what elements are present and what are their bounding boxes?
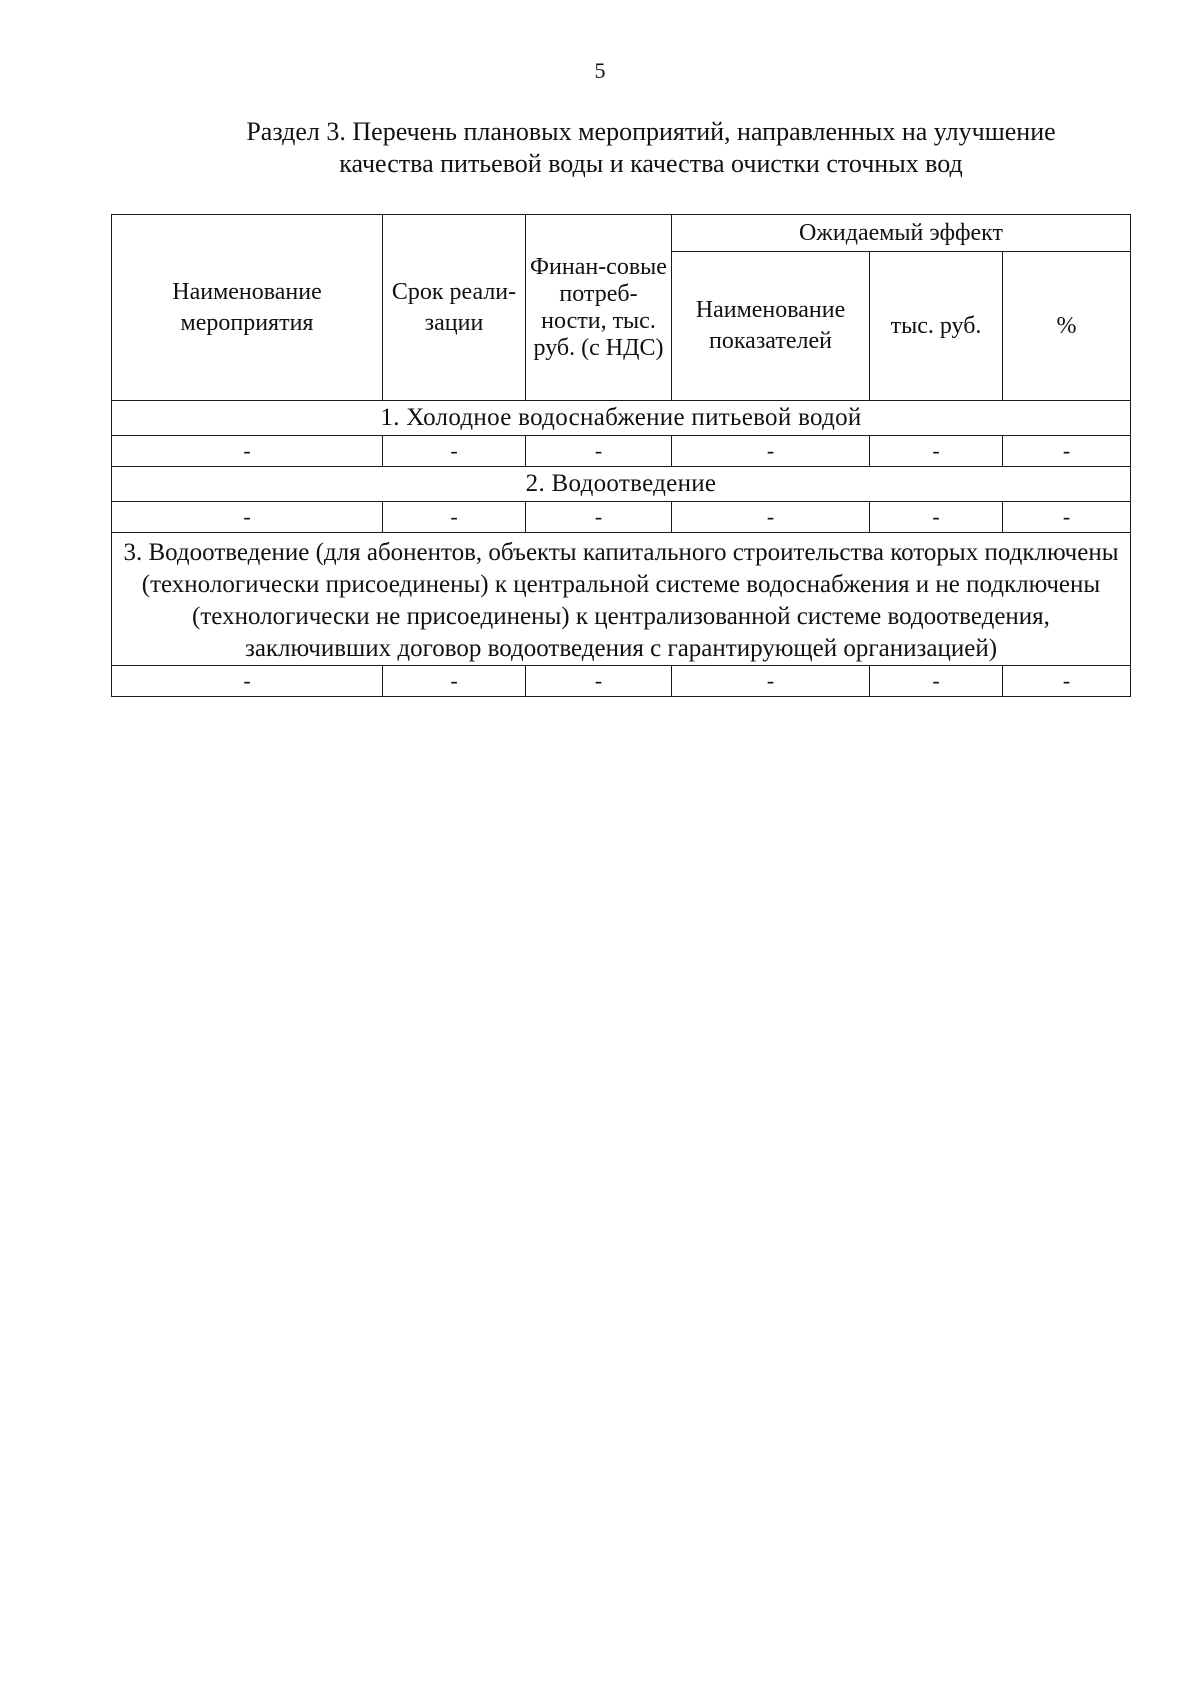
section-title-line-1: Раздел 3. Перечень плановых мероприятий, направленных на улучшение [246,117,1056,146]
cell-thousand-rub: - [870,666,1003,697]
cell-indicators: - [672,502,870,533]
cell-event-name: - [112,666,383,697]
cell-percent: - [1003,666,1131,697]
table-row [112,436,1131,467]
cell-thousand-rub: - [870,436,1003,467]
cell-percent: - [1003,436,1131,467]
cell-event-name: - [112,502,383,533]
header-thousand-rub: тыс. руб. [870,252,1003,401]
section-subscribers-wastewater-title: 3. Водоотведение (для абонентов, объекты капитального строительства которых подключены (технологически присоединены) к центральной системе водоснабжения и не подключены (технологически не присоединены) к централизованной системе водоотведения, заключивших договор водоотведения с гарантирующей организацией) [112,533,1131,666]
cell-finance: - [526,666,672,697]
header-indicators: Наименование показателей [672,252,870,401]
cell-indicators: - [672,666,870,697]
cell-event-name: - [112,436,383,467]
cell-percent: - [1003,502,1131,533]
header-expected-effect: Ожидаемый эффект [672,215,1131,252]
cell-term: - [383,436,526,467]
table-row [112,502,1131,533]
header-term: Срок реали-зации [383,215,526,401]
cell-finance: - [526,436,672,467]
section-cold-water-title: 1. Холодное водоснабжение питьевой водой [112,401,1131,436]
table-row [112,666,1131,697]
cell-term: - [383,666,526,697]
header-finance: Финан-совые потреб-ности, тыс. руб. (с НДС) [526,215,672,401]
header-percent: % [1003,252,1131,401]
cell-term: - [383,502,526,533]
cell-thousand-rub: - [870,502,1003,533]
section-title [120,116,1182,180]
cell-finance: - [526,502,672,533]
measures-table [111,214,1131,697]
section-wastewater-title: 2. Водоотведение [112,467,1131,502]
header-event-name: Наименование мероприятия [112,215,383,401]
page-number: 5 [594,58,606,83]
section-title-line-2: качества питьевой воды и качества очистки сточных вод [339,149,963,178]
cell-indicators: - [672,436,870,467]
